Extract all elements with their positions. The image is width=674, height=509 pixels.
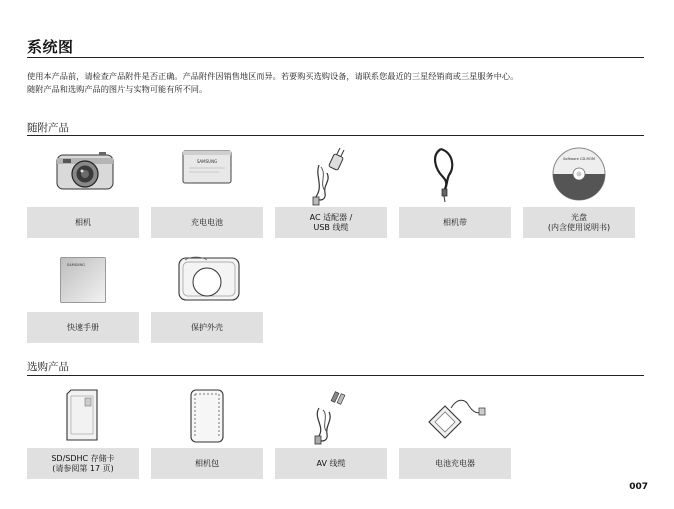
page-title: 系统图	[27, 38, 74, 56]
manual-brand-text: SAMSUNG	[67, 263, 85, 267]
item-label: 光盘 (内含使用说明书)	[523, 207, 635, 238]
item-camera-strap	[399, 145, 511, 227]
title-divider	[27, 57, 644, 58]
optional-section-heading: 选购产品	[27, 361, 69, 373]
item-protective-case	[151, 250, 263, 332]
item-camera-bag	[151, 386, 263, 468]
item-quick-manual	[27, 250, 139, 332]
battery-brand-text: SAMSUNG	[196, 159, 218, 164]
item-label: 快速手册	[27, 312, 139, 343]
item-label: SD/SDHC 存储卡 (请参阅第 17 页)	[27, 448, 139, 479]
item-label: AC 适配器 / USB 线缆	[275, 207, 387, 238]
cd-label-text: Software CD-ROM	[563, 157, 595, 161]
item-sd-card	[27, 386, 139, 473]
camera-icon	[27, 145, 139, 207]
intro-text: 使用本产品前，请检查产品附件是否正确。产品附件因销售地区而异。若要购买选购设备，请联系您最近的三星经销商或三星服务中心。 随附产品和选购产品的图片与实物可能有所不同。	[27, 71, 519, 94]
quick-manual-icon	[27, 250, 139, 312]
battery-charger-icon	[399, 386, 511, 448]
item-battery	[151, 145, 263, 227]
protective-case-icon	[151, 250, 263, 312]
camera-bag-icon	[151, 386, 263, 448]
item-ac-adapter-usb	[275, 145, 387, 232]
item-battery-charger	[399, 386, 511, 468]
ac-adapter-usb-cable-icon	[275, 145, 387, 207]
item-label: 相机包	[151, 448, 263, 479]
battery-icon	[151, 145, 263, 207]
page-number: 007	[629, 482, 648, 492]
included-section-heading: 随附产品	[27, 122, 69, 134]
item-label: 相机带	[399, 207, 511, 238]
item-label: 充电电池	[151, 207, 263, 238]
item-label: AV 线缆	[275, 448, 387, 479]
item-label: 保护外壳	[151, 312, 263, 343]
item-av-cable	[275, 386, 387, 468]
camera-strap-icon	[399, 145, 511, 207]
item-label: 相机	[27, 207, 139, 238]
included-section-divider	[27, 135, 644, 136]
item-label: 电池充电器	[399, 448, 511, 479]
sd-card-icon	[27, 386, 139, 448]
av-cable-icon	[275, 386, 387, 448]
item-cd-rom	[523, 145, 635, 232]
optional-section-divider	[27, 375, 644, 376]
item-camera	[27, 145, 139, 227]
cd-rom-icon	[523, 145, 635, 207]
